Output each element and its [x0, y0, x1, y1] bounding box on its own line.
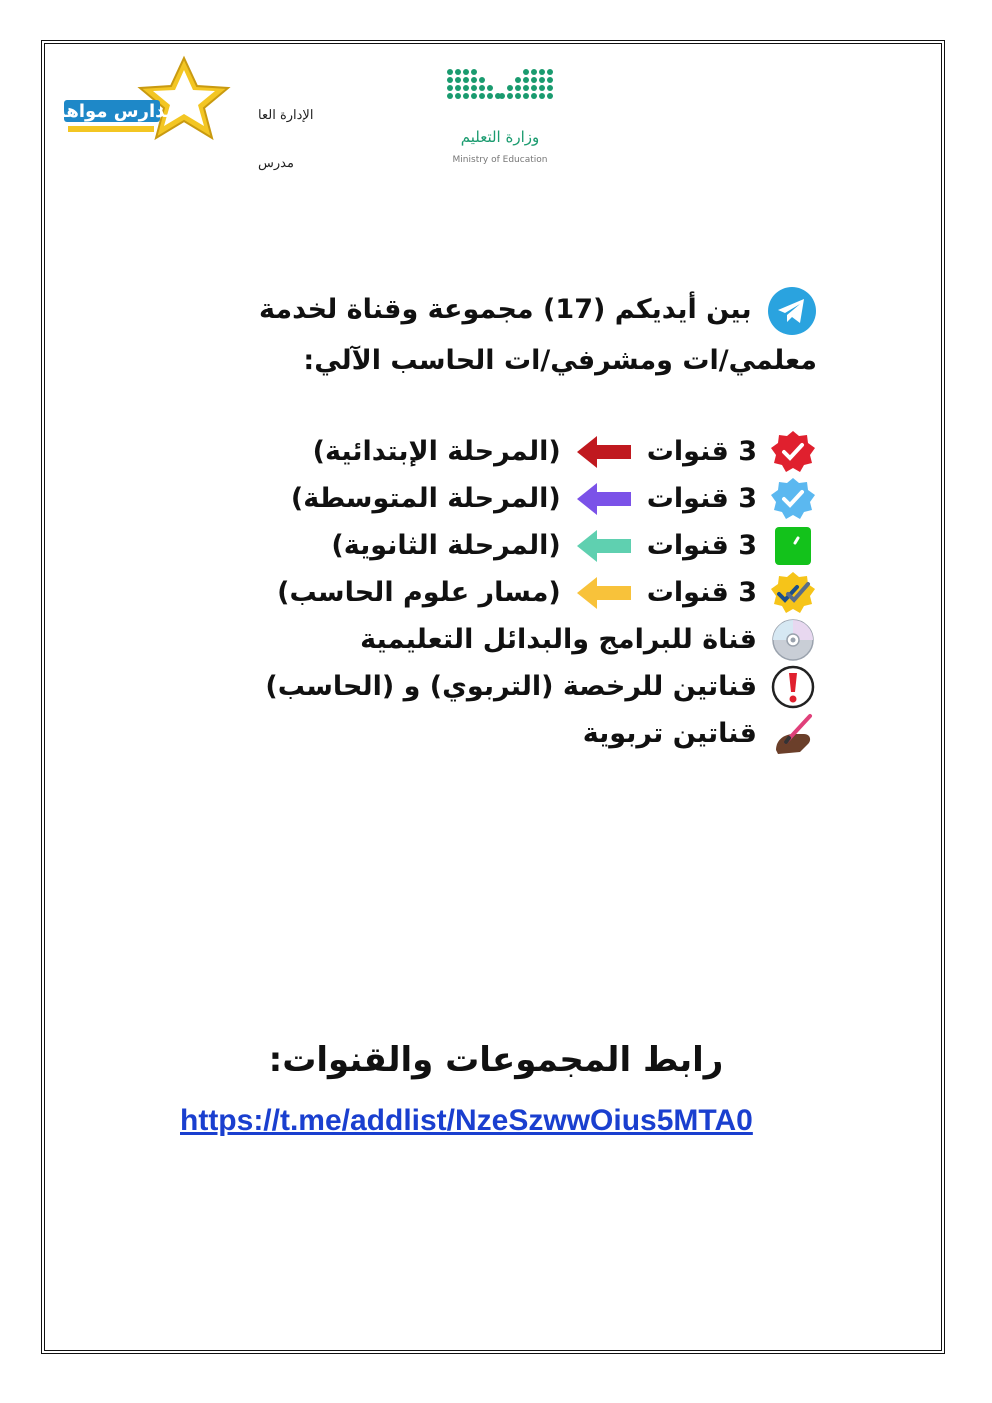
- intro-line-1: بين أيديكم (17) مجموعة وقناة لخدمة: [197, 285, 817, 336]
- list-item: قناة للبرامج والبدائل التعليمية: [197, 616, 817, 663]
- mawaheb-logo: [47, 56, 232, 146]
- svg-text:Ministry of Education: Ministry of Education: [452, 155, 548, 165]
- channel-list: [197, 428, 817, 757]
- svg-text:وزارة التعليم: وزارة التعليم: [460, 128, 540, 146]
- list-item: 3 قنوات (مسار علوم الحاسب): [197, 569, 817, 616]
- channels-link[interactable]: https://t.me/addlist/NzeSzwwOius5MTA0: [180, 1104, 753, 1137]
- moe-logo: [440, 66, 560, 170]
- check-square-icon: [769, 524, 817, 568]
- link-title: رابط المجموعات والقنوات:: [268, 1040, 724, 1080]
- intro-text: [197, 285, 817, 386]
- list-item: قناتين للرخصة (التربوي) و (الحاسب): [197, 663, 817, 710]
- intro-line-2: معلمي/ات ومشرفي/ات الحاسب الآلي:: [303, 344, 817, 376]
- left-arrow-icon: [575, 575, 633, 611]
- check-badge-icon: [769, 477, 817, 521]
- telegram-icon: [767, 286, 817, 336]
- left-arrow-icon: [575, 434, 633, 470]
- double-check-badge-icon: [769, 571, 817, 615]
- left-arrow-icon: [575, 528, 633, 564]
- check-badge-icon: [769, 430, 817, 474]
- exclamation-icon: [769, 665, 817, 709]
- writing-hand-icon: [769, 712, 817, 756]
- list-item: 3 قنوات (المرحلة الثانوية): [197, 522, 817, 569]
- left-arrow-icon: [575, 481, 633, 517]
- svg-text:مدارس مواهب: مدارس مواهب: [47, 101, 177, 122]
- list-item: قناتين تربوية: [197, 710, 817, 757]
- list-item: 3 قنوات (المرحلة المتوسطة): [197, 475, 817, 522]
- school-header-text: مدرس: [258, 156, 294, 171]
- admin-header-text: الإدارة العا: [258, 108, 314, 123]
- cd-icon: [769, 618, 817, 662]
- list-item: 3 قنوات (المرحلة الإبتدائية): [197, 428, 817, 475]
